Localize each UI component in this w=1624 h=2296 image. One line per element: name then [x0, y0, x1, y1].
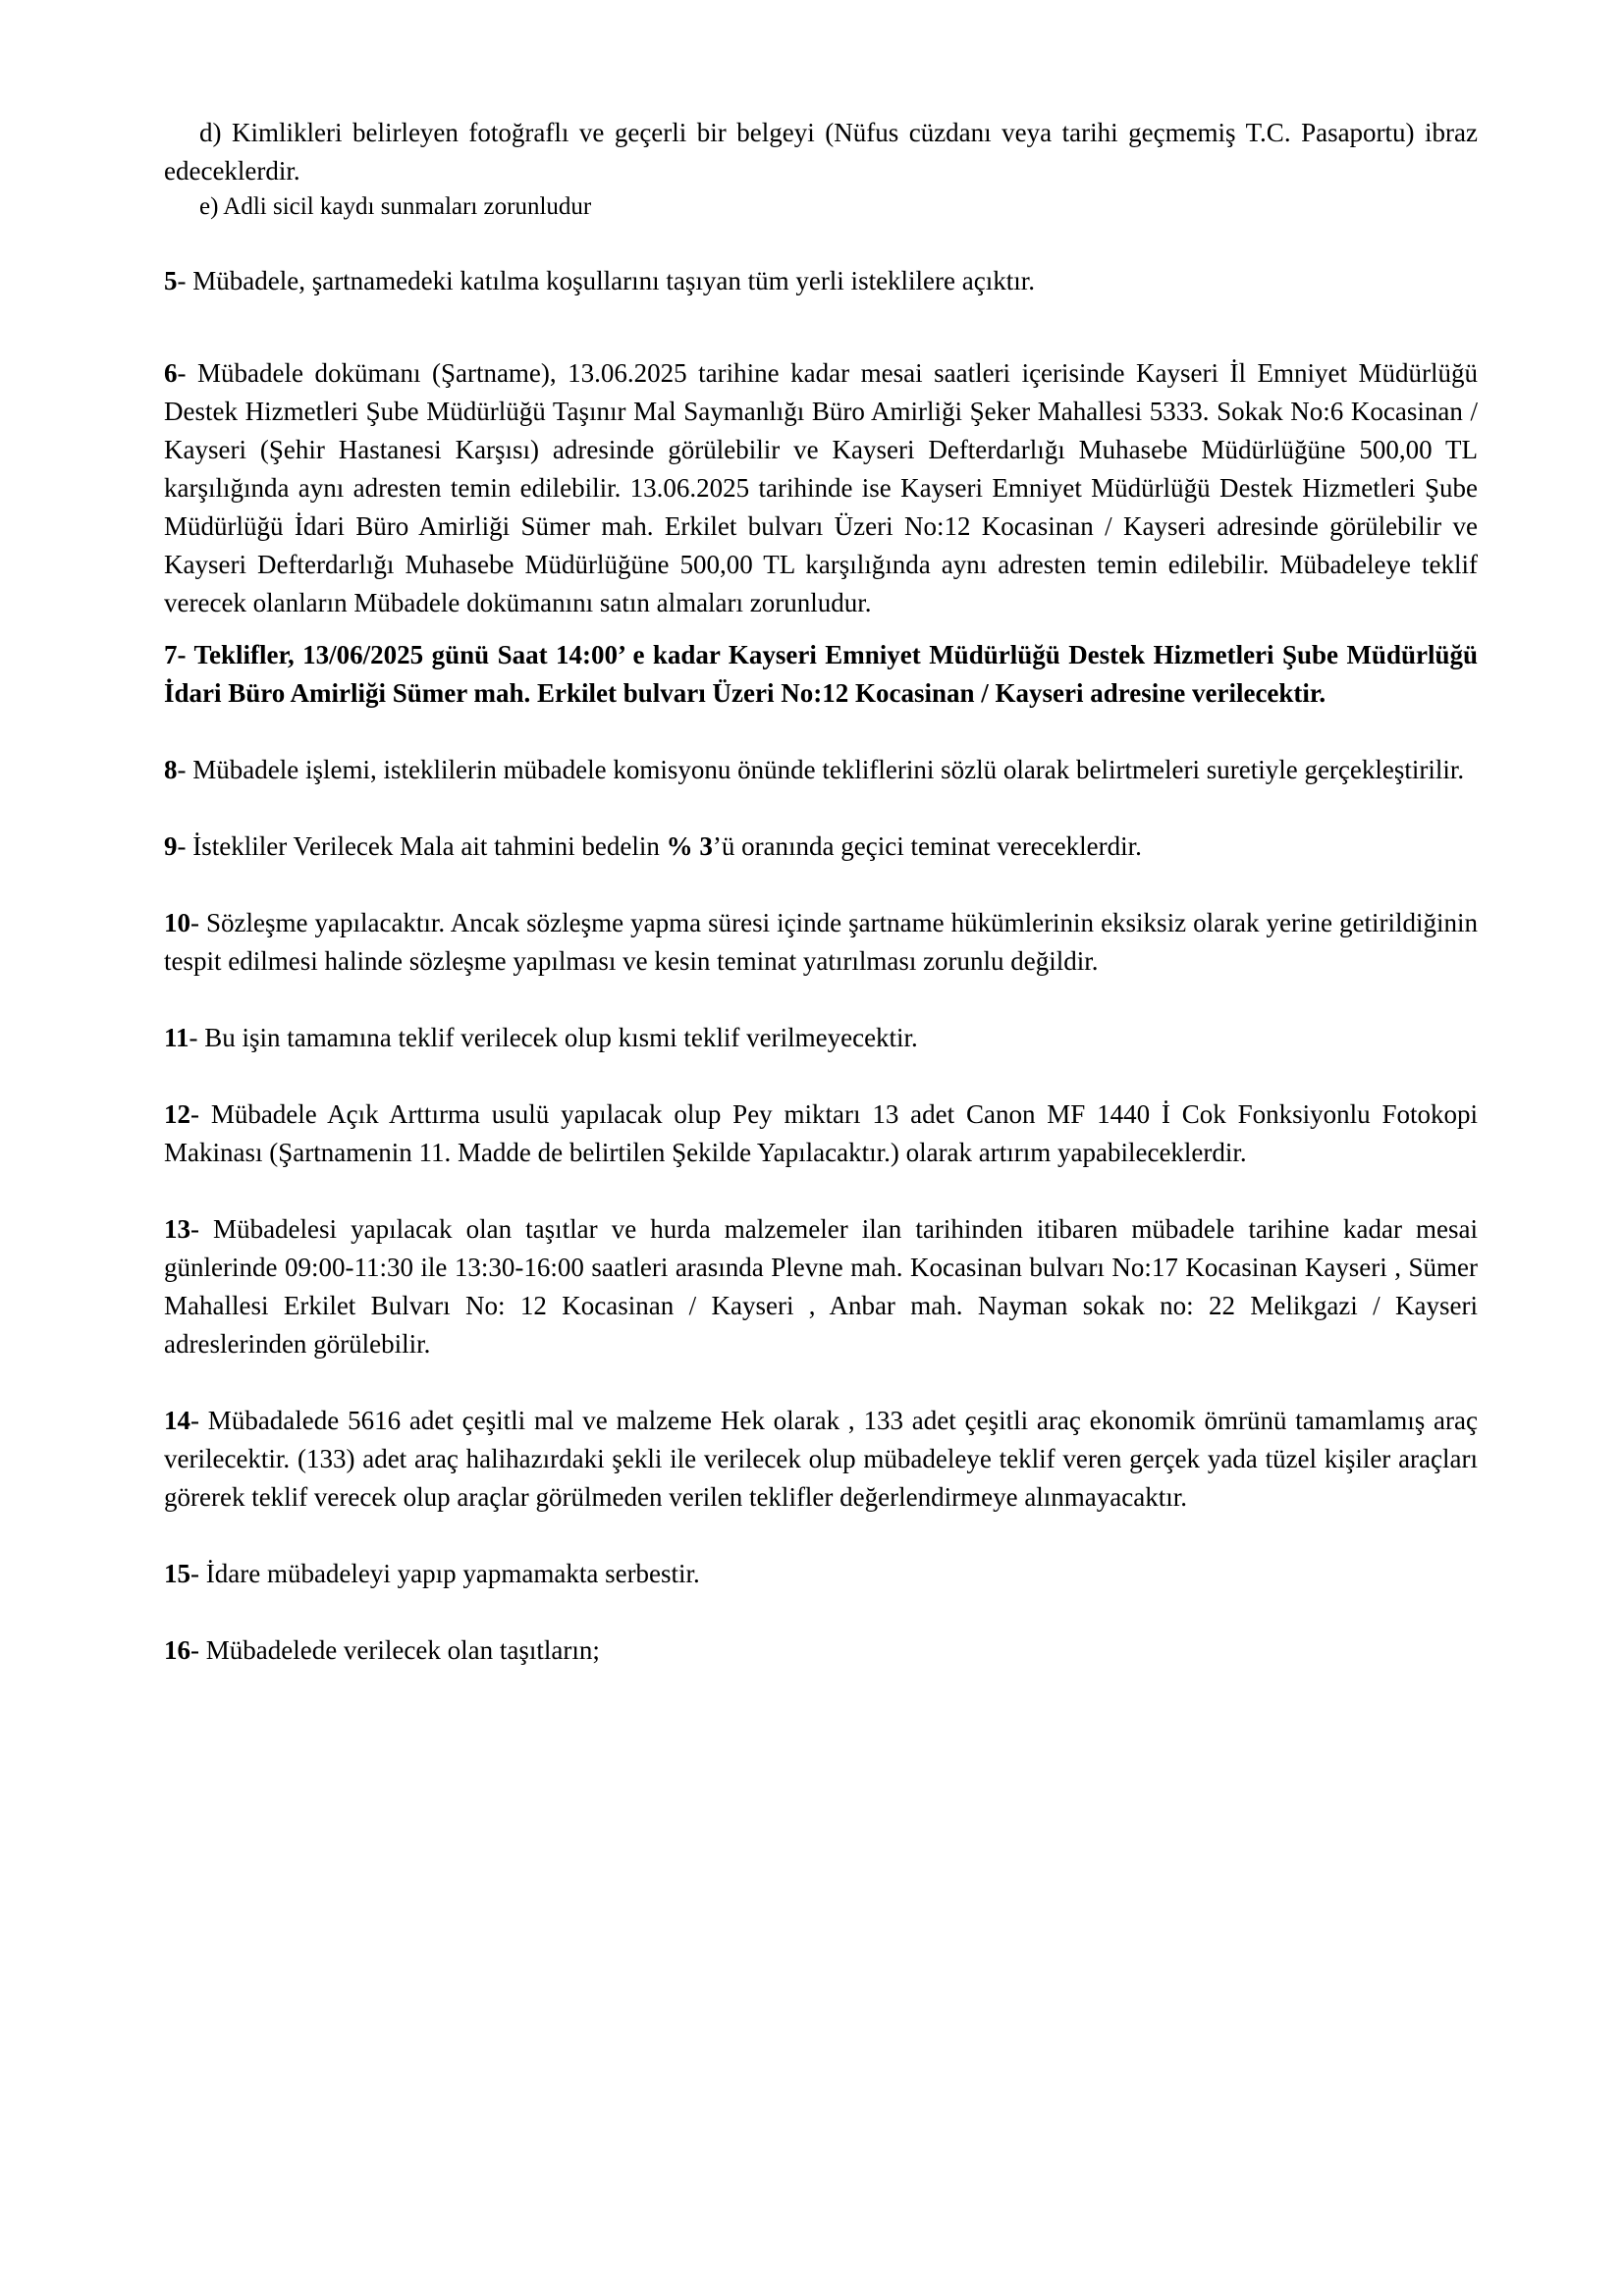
article-number: 12	[164, 1099, 190, 1129]
article-text: - Mübadele Açık Arttırma usulü yapılacak olup Pey miktarı 13 adet Canon MF 1440 İ Cok Fonksiyonlu Fotokopi Makinası (Şartnamenin 11. Madde de belirtilen Şekilde Yapılacaktır.) olarak artırım yapabileceklerdir.	[164, 1099, 1478, 1167]
article-text: - Bu işin tamamına teklif verilecek olup kısmi teklif verilmeyecektir.	[189, 1023, 918, 1052]
document-page	[164, 114, 1478, 1670]
item-e	[164, 190, 1478, 224]
article-11	[164, 1019, 1478, 1057]
article-text: - Mübadelesi yapılacak olan taşıtlar ve hurda malzemeler ilan tarihinden itibaren mübadele tarihine kadar mesai günlerinde 09:00-11:30 ile 13:30-16:00 saatleri arasında Plevne mah. Kocasinan bulvarı No:17 Kocasinan Kayseri , Sümer Mahallesi Erkilet Bulvarı No: 12 Kocasinan / Kayseri , Anbar mah. Nayman sokak no: 22 Melikgazi / Kayseri adreslerinden görülebilir.	[164, 1214, 1478, 1359]
article-15	[164, 1555, 1478, 1593]
article-text-before: - İstekliler Verilecek Mala ait tahmini bedelin	[177, 831, 667, 861]
article-text: - Mübadele dokümanı (Şartname), 13.06.2025 tarihine kadar mesai saatleri içerisinde Kayseri İl Emniyet Müdürlüğü Destek Hizmetleri Şube Müdürlüğü Taşınır Mal Saymanlığı Büro Amirliği Şeker Mahallesi 5333. Sokak No:6 Kocasinan / Kayseri (Şehir Hastanesi Karşısı) adresinde görülebilir ve Kayseri Defterdarlığı Muhasebe Müdürlüğüne 500,00 TL karşılığında aynı adresten temin edilebilir. 13.06.2025 tarihinde ise Kayseri Emniyet Müdürlüğü Destek Hizmetleri Şube Müdürlüğü İdari Büro Amirliği Sümer mah. Erkilet bulvarı Üzeri No:12 Kocasinan / Kayseri adresinde görülebilir ve Kayseri Defterdarlığı Muhasebe Müdürlüğüne 500,00 TL karşılığında aynı adresten temin edilebilir. Mübadeleye teklif verecek olanların Mübadele dokümanını satın almaları zorunludur.	[164, 358, 1478, 617]
item-e-text: e) Adli sicil kaydı sunmaları zorunludur	[199, 193, 592, 220]
article-text: - Teklifler, 13/06/2025 günü Saat 14:00’ e kadar Kayseri Emniyet Müdürlüğü Destek Hizmetleri Şube Müdürlüğü İdari Büro Amirliği Sümer mah. Erkilet bulvarı Üzeri No:12 Kocasinan / Kayseri adresine verilecektir.	[164, 640, 1478, 708]
article-text: - İdare mübadeleyi yapıp yapmamakta serbestir.	[190, 1559, 700, 1588]
article-8	[164, 751, 1478, 789]
article-number: 9	[164, 831, 178, 861]
article-text: - Sözleşme yapılacaktır. Ancak sözleşme yapma süresi içinde şartname hükümlerinin eksiksiz olarak yerine getirildiğinin tespit edilmesi halinde sözleşme yapılması ve kesin teminat yatırılması zorunlu değildir.	[164, 908, 1478, 976]
article-number: 7	[164, 640, 178, 669]
article-16	[164, 1631, 1478, 1670]
article-text: - Mübadele, şartnamedeki katılma koşullarını taşıyan tüm yerli isteklilere açıktır.	[177, 266, 1035, 295]
article-7	[164, 636, 1478, 713]
guarantee-rate: % 3	[666, 831, 713, 861]
article-6	[164, 354, 1478, 622]
article-text: - Mübadalede 5616 adet çeşitli mal ve malzeme Hek olarak , 133 adet çeşitli araç ekonomik ömrünü tamamlamış araç verilecektir. (133) adet araç halihazırdaki şekli ile verilecek olup mübadeleye teklif veren gerçek yada tüzel kişiler araçları görerek teklif verecek olup araçlar görülmeden verilen teklifler değerlendirmeye alınmayacaktır.	[164, 1406, 1478, 1512]
article-text: - Mübadelede verilecek olan taşıtların;	[190, 1635, 600, 1665]
article-5	[164, 262, 1478, 300]
article-text-after: ’ü oranında geçici teminat vereceklerdir.	[712, 831, 1142, 861]
article-13	[164, 1210, 1478, 1363]
article-9	[164, 828, 1478, 866]
article-10	[164, 904, 1478, 981]
item-d-text: d) Kimlikleri belirleyen fotoğraflı ve geçerli bir belgeyi (Nüfus cüzdanı veya tarihi geçmemiş T.C. Pasaportu) ibraz edeceklerdir.	[164, 118, 1478, 186]
article-number: 8	[164, 755, 178, 784]
article-number: 15	[164, 1559, 190, 1588]
article-number: 11	[164, 1023, 189, 1052]
article-14	[164, 1402, 1478, 1517]
article-number: 16	[164, 1635, 190, 1665]
article-number: 14	[164, 1406, 190, 1435]
article-number: 6	[164, 358, 178, 388]
article-12	[164, 1095, 1478, 1172]
article-number: 5	[164, 266, 178, 295]
article-number: 10	[164, 908, 190, 937]
item-d	[164, 114, 1478, 190]
article-text: - Mübadele işlemi, isteklilerin mübadele komisyonu önünde tekliflerini sözlü olarak belirtmeleri suretiyle gerçekleştirilir.	[177, 755, 1465, 784]
article-number: 13	[164, 1214, 190, 1244]
